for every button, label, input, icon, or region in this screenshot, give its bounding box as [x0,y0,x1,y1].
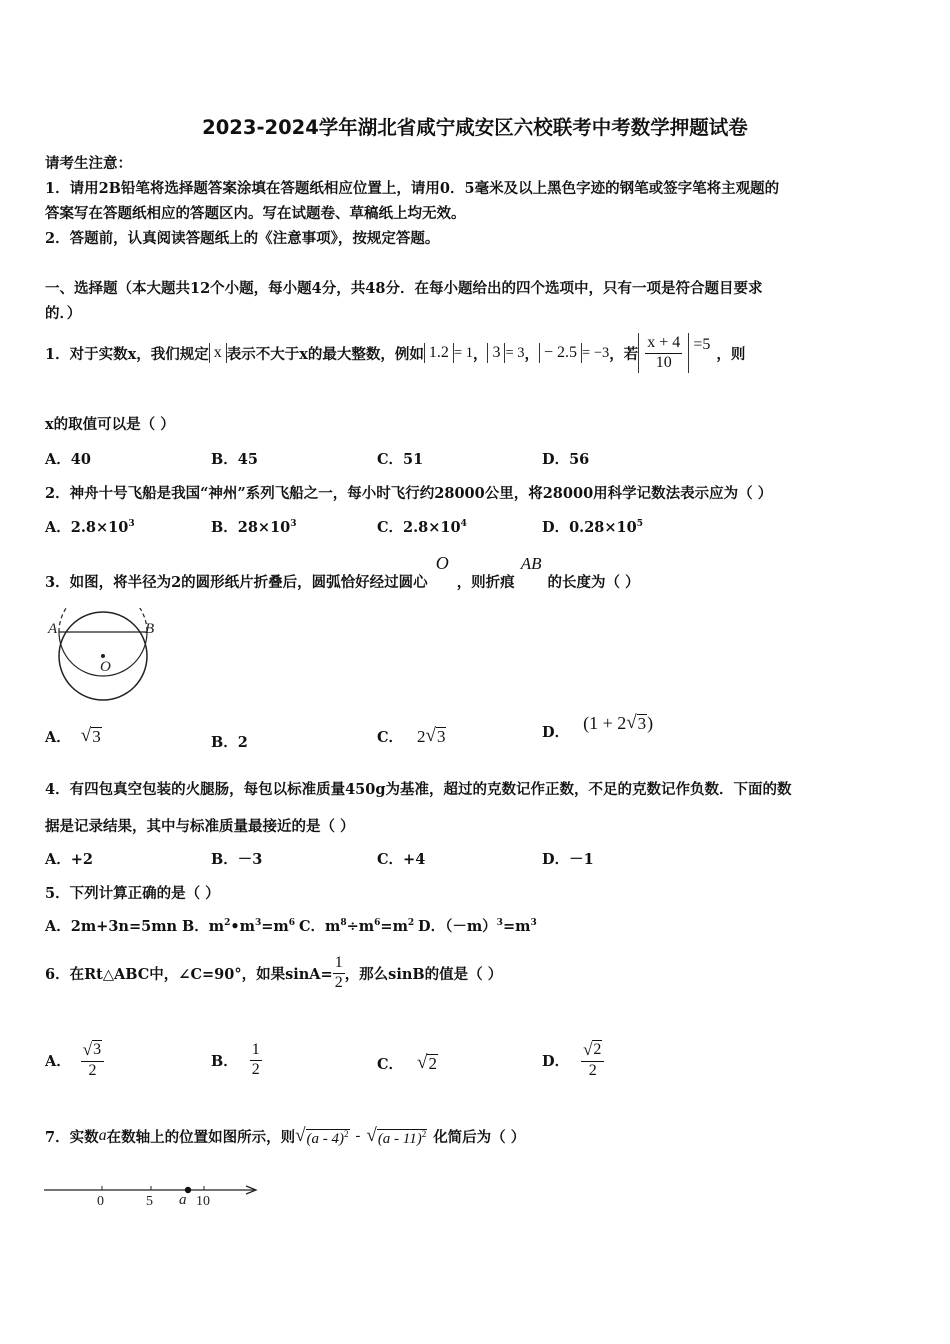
q2-option-a[interactable]: A．$2.8\times 10^3$ [45,519,135,536]
q1-example-1-result: = 1 [453,344,473,361]
q7-radical-1: √ (a - 4)$^2$ [295,1125,349,1147]
section-heading: 一、选择题（本大题共12个小题，每小题4分，共48分．在每小题给出的四个选项中，只有一项是符合题目要求 [45,280,763,297]
q3-option-b[interactable]: B．2 [211,734,248,751]
q3-text-1: 3．如图，将半径为2的圆形纸片折叠后，圆弧恰好经过圆心 [45,574,428,591]
q5-option-a[interactable]: A．2m+3n=5mn [45,918,178,935]
q3-crease-ab: AB [520,554,542,573]
q1-equals: =5 [693,336,711,353]
q3-center-o: O [435,553,449,573]
question-7 [45,1118,525,1154]
q7-label-5: 5 [146,1194,153,1209]
q7-text-2: 在数轴上的位置如图所示，则 [106,1128,296,1146]
question-4: 4．有四包真空包装的火腿肠，每包以标准质量450g为基准，超过的克数记作正数，不足的克数记作负数．下面的数 [45,781,792,798]
q1-text-1: 1．对于实数x，我们规定 [45,345,209,363]
q3-center-dot [101,654,105,658]
section-heading-cont: 的．） [45,305,82,322]
q2-option-b[interactable]: B．$28\times 10^3$ [211,519,297,536]
q1-sep-2: ， [524,345,540,363]
q1-example-1: 1.2 [424,343,454,363]
q1-option-b[interactable]: B．45 [211,451,258,468]
q6-option-d[interactable]: D． √ 2 2 [542,1035,604,1085]
q1-floor-x: x [209,343,227,363]
q1-example-3: − 2.5 [539,343,582,363]
q6-text-1: 6．在Rt△ABC中，∠C=90°，如果sinA= [45,965,333,983]
q1-fraction-numerator: x + 4 [645,335,682,354]
q3-text-3: 的长度为（ ） [547,574,640,591]
q1-sep-1: ， [472,345,488,363]
question-4-line-2: 据是记录结果，其中与标准质量最接近的是（ ） [45,818,355,835]
question-6 [45,948,502,998]
q7-text-1: 7．实数 [45,1128,99,1146]
q7-label-10: 10 [196,1194,210,1209]
q1-option-d[interactable]: D．56 [542,451,590,468]
q1-example-3-result: = −3 [582,344,610,361]
q6-option-b[interactable]: B． $\frac{1}{2}$ [211,1040,260,1078]
q7-minus: - [355,1127,361,1144]
q3-label-a: A [48,621,58,637]
q2-option-c[interactable]: C．$2.8\times 10^4$ [377,519,467,536]
q3-option-c[interactable]: C． 2 √ 3 [377,725,446,747]
q1-text-4: ，则 [716,345,746,363]
q7-number-line [42,1180,262,1210]
question-1 [45,328,745,378]
notice-heading: 请考生注意： [45,155,132,172]
q1-fraction [645,335,682,372]
q7-label-a: a [179,1192,187,1208]
q6-option-c[interactable]: C． √ 2 [377,1052,437,1074]
q1-text-3: ，若 [609,345,639,363]
q7-label-0: 0 [97,1194,104,1209]
q4-option-b[interactable]: B．－3 [211,851,263,868]
q6-text-2: ，那么sinB的值是（ ） [344,965,503,983]
q3-text-2: ，则折痕 [456,574,515,591]
page-title: 2023-2024学年湖北省咸宁咸安区六校联考中考数学押题试卷 [202,116,748,139]
q5-option-d[interactable]: D．$(-m)^3=m^3$ [418,918,537,935]
notice-line-3: 2．答题前，认真阅读答题纸上的《注意事项》，按规定答题。 [45,230,440,247]
question-2: 2．神舟十号飞船是我国“神州”系列飞船之一，每小时飞行约28000公里，将28000用科学记数法表示应为（ ） [45,485,773,502]
q1-example-2: 3 [487,343,505,363]
q4-option-c[interactable]: C．+4 [377,851,426,868]
q4-option-d[interactable]: D．－1 [542,851,594,868]
q6-fraction: $\frac{1}{2}$ [334,953,343,991]
q7-text-3: 化简后为（ ） [433,1128,526,1146]
question-3 [45,552,640,592]
q1-option-c[interactable]: C．51 [377,451,424,468]
q7-radical-2: √ (a - 11)$^2$ [366,1125,427,1147]
q1-line-2: x的取值可以是（ ） [45,416,175,433]
q1-option-a[interactable]: A．40 [45,451,91,468]
q3-option-d[interactable]: D． (1 + 2 √ 3 ) [542,712,654,741]
notice-line-2: 答案写在答题纸相应的答题区内。写在试题卷、草稿纸上均无效。 [45,205,466,222]
q7-var-a: a [98,1127,107,1144]
q5-option-c[interactable]: C．$m^8\div m^6=m^2$ [299,918,415,935]
q1-example-2-result: = 3 [505,344,525,361]
notice-line-1: 1．请用2B铅笔将选择题答案涂填在答题纸相应位置上，请用0．5毫米及以上黑色字迹的钢笔或签字笔将主观题的 [45,180,780,197]
q1-fraction-denominator: 10 [655,353,672,371]
q3-circle-figure [46,608,161,703]
q3-label-o: O [100,659,111,675]
q6-option-a[interactable]: A． √ 3 2 [45,1035,104,1085]
q5-option-b[interactable]: B．$m^2•m^3=m^6$ [182,918,296,935]
question-5: 5．下列计算正确的是（ ） [45,885,220,902]
q1-floor-fraction [638,333,689,374]
q1-text-2: 表示不大于x的最大整数，例如 [226,345,424,363]
q3-label-b: B [145,621,155,637]
q2-option-d[interactable]: D．$0.28\times 10^5$ [542,519,643,536]
q3-option-a[interactable]: A． √ 3 [45,725,101,747]
q4-option-a[interactable]: A．+2 [45,851,93,868]
